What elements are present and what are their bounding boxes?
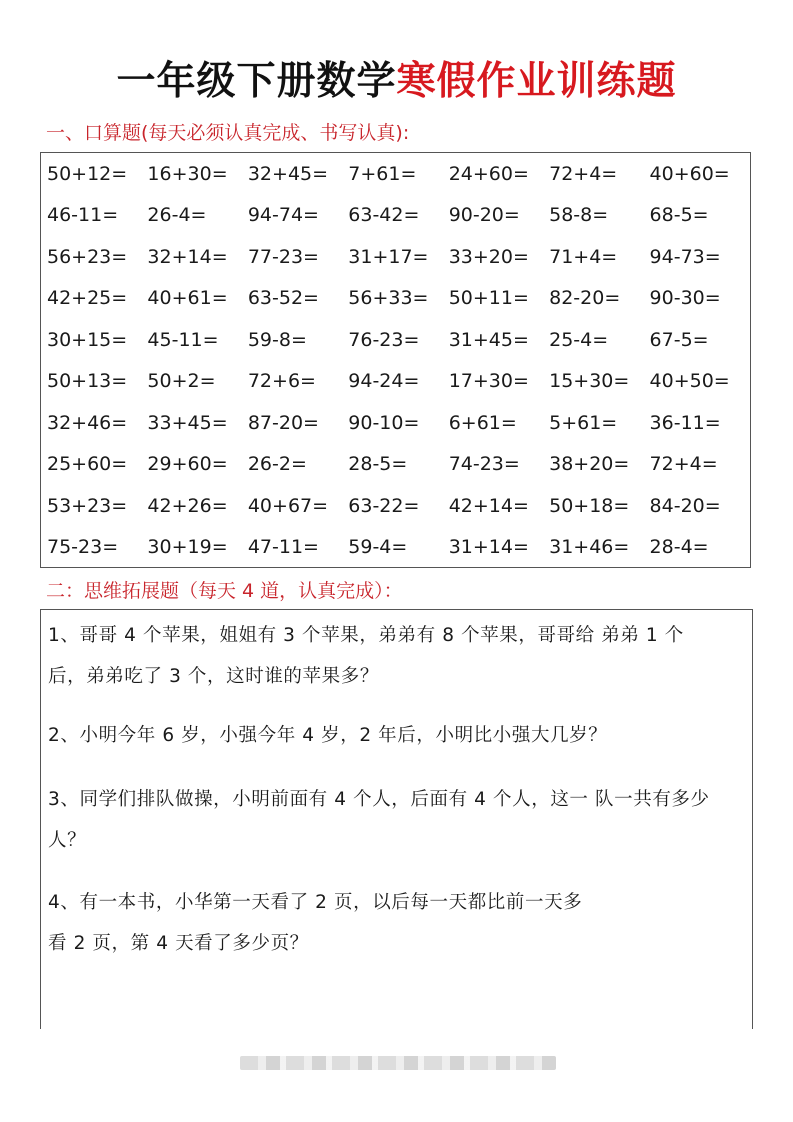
math-problem: 40+60= [649,162,730,185]
math-problem: 25-4= [549,328,609,351]
math-problem: 29+60= [147,453,228,476]
blurred-watermark [240,1056,556,1070]
math-problem: 47-11= [247,536,319,559]
math-problem: 50+12= [47,162,128,185]
math-problem: 63-52= [247,287,319,310]
math-problem: 36-11= [649,411,721,434]
math-problem: 31+46= [549,536,630,559]
math-problem: 40+61= [147,287,228,310]
title-black-part: 一年级下册数学 [116,59,397,104]
math-problem: 77-23= [247,245,319,268]
math-row [47,361,750,403]
math-problem: 38+20= [549,453,630,476]
math-problem: 94-73= [649,245,721,268]
math-problem: 74-23= [448,453,520,476]
math-problem: 76-23= [348,328,420,351]
math-problem: 32+45= [247,162,329,185]
math-problem: 45-11= [147,328,219,351]
math-problem: 59-8= [247,328,307,351]
math-problem: 7+61= [348,162,417,185]
math-problem: 75-23= [47,536,119,559]
math-problem: 6+61= [448,411,517,434]
math-problem: 42+25= [47,287,128,310]
math-problem: 31+45= [448,328,529,351]
math-problem: 72+4= [549,162,618,185]
math-problem: 5+61= [549,411,618,434]
question-1-line-2: 后，弟弟吃了 3 个，这时谁的苹果多？ [48,666,379,687]
math-problem: 17+30= [448,370,529,393]
math-problem: 16+30= [147,162,228,185]
math-row [47,402,750,444]
math-problem: 40+50= [649,370,730,393]
math-problem: 90-20= [448,204,520,227]
question-3-line-2: 人？ [48,830,87,851]
math-problem: 30+19= [147,536,228,559]
question-4-line-1: 4、有一本书，小华第一天看了 2 页，以后每一天都比前一天多 [48,892,583,913]
math-problem: 31+14= [448,536,529,559]
math-problem: 58-8= [549,204,609,227]
math-row [47,319,750,361]
math-problem: 90-30= [649,287,721,310]
math-row [47,153,750,195]
math-problem: 72+6= [247,370,316,393]
page-title [0,50,793,106]
question-2-line-1: 2、小明今年 6 岁，小强今年 4 岁，2 年后，小明比小强大几岁？ [48,725,608,746]
math-problem: 87-20= [247,411,319,434]
math-problem: 42+14= [448,494,529,517]
math-problem: 24+60= [448,162,529,185]
math-problem: 32+14= [147,245,228,268]
math-problem: 50+2= [147,370,216,393]
math-problem: 32+46= [47,411,128,434]
math-problem: 63-42= [348,204,420,227]
math-problem: 15+30= [549,370,630,393]
math-problem: 33+20= [448,245,529,268]
math-problem: 63-22= [348,494,420,517]
mental-math-table [40,152,751,568]
math-problem: 84-20= [649,494,721,517]
math-problem: 59-4= [348,536,408,559]
math-row [47,444,750,486]
section1-heading: 一、口算题(每天必须认真完成、书写认真): [46,122,410,144]
math-problem: 67-5= [649,328,709,351]
math-problem: 42+26= [147,494,228,517]
math-problem: 90-10= [348,411,420,434]
math-row [47,485,750,527]
math-row [47,527,750,569]
math-row [47,278,750,320]
math-problem: 71+4= [549,245,618,268]
math-problem: 25+60= [47,453,128,476]
math-problem: 53+23= [47,494,128,517]
math-problem: 28-4= [649,536,709,559]
math-problem: 26-4= [147,204,207,227]
math-problem: 46-11= [47,204,119,227]
question-4-line-2: 看 2 页，第 4 天看了多少页？ [48,933,309,954]
math-problem: 26-2= [247,453,307,476]
math-problem: 28-5= [348,453,408,476]
question-1-line-1: 1、哥哥 4 个苹果，姐姐有 3 个苹果，弟弟有 8 个苹果，哥哥给 弟弟 1 个 [48,625,684,646]
math-problem: 94-24= [348,370,420,393]
title-red-part: 寒假作业训练题 [396,59,677,104]
math-problem: 50+13= [47,370,128,393]
section2-heading: 二：思维拓展题（每天 4 道，认真完成）： [46,580,403,602]
math-problem: 31+17= [348,245,429,268]
word-problems-box [40,609,753,1029]
math-row [47,236,750,278]
math-problem: 33+45= [147,411,228,434]
math-problem: 82-20= [549,287,621,310]
question-3-line-1: 3、同学们排队做操，小明前面有 4 个人，后面有 4 个人，这一 队一共有多少 [48,789,710,810]
math-problem: 30+15= [47,328,128,351]
math-problem: 40+67= [247,494,329,517]
math-problem: 68-5= [649,204,709,227]
math-problem: 50+11= [448,287,529,310]
math-problem: 56+33= [348,287,429,310]
math-problem: 56+23= [47,245,128,268]
math-row [47,195,750,237]
math-problem: 72+4= [649,453,718,476]
math-problem: 94-74= [247,204,319,227]
mental-math-grid [47,153,750,568]
math-problem: 50+18= [549,494,630,517]
